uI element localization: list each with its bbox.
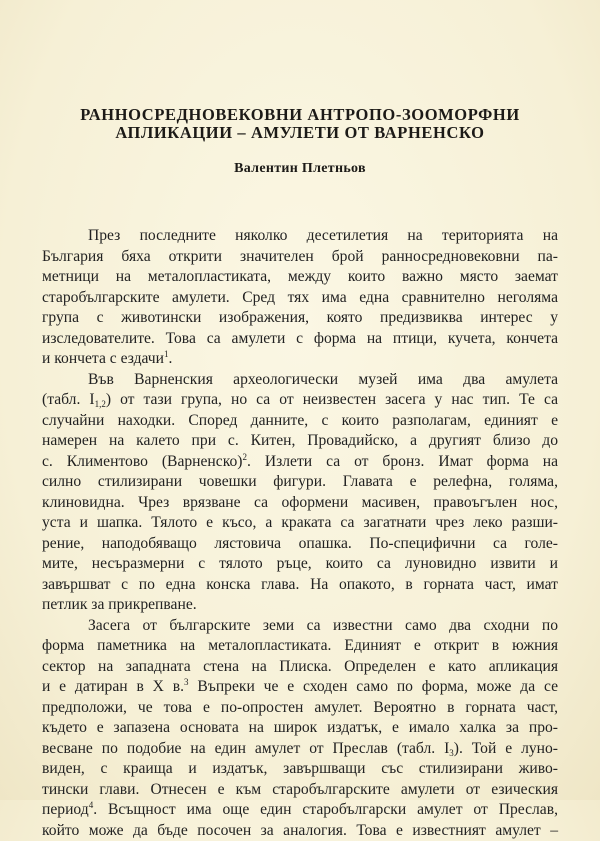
table-index-subscript: 1,2 (95, 399, 106, 409)
text-line-continuation: Въпреки че е сходен само по форма, може да се (189, 678, 559, 695)
text-line-continuation: ). Той е луно- (454, 740, 558, 757)
text-line-content: период (42, 801, 89, 818)
text-line-content: който може да бъде посочен за аналогия. Това е известният амулет – (42, 822, 558, 839)
footnote-marker[interactable]: 3 (184, 677, 189, 687)
text-line-content: с. Климентово (Варненско) (42, 453, 242, 470)
text-line (42, 411, 558, 432)
text-line (42, 288, 558, 309)
text-line (42, 452, 558, 473)
text-line (42, 718, 558, 739)
text-line-continuation: . (169, 350, 173, 367)
article-title (40, 106, 560, 142)
text-line (42, 390, 558, 411)
text-line-content: Засега от българските земи са известни само два сходни по (88, 617, 558, 634)
text-line (42, 575, 558, 596)
text-line-content: Във Варненския археологически музей има два амулета (88, 371, 558, 388)
table-index-subscript: 3 (449, 748, 454, 758)
text-line-content: уста и шапка. Тялото е късо, а краката са загатнати чрез леко разши- (42, 514, 558, 531)
article-body (42, 226, 558, 841)
text-line-content: виден, с краища и издатък, завършващи със стилизирани живо- (42, 760, 558, 777)
text-line (42, 780, 558, 801)
text-line (42, 329, 558, 350)
text-line (42, 472, 558, 493)
text-line-continuation: . Излети са от бронз. Имат форма на (247, 453, 558, 470)
text-line (42, 534, 558, 555)
text-line-content: тински глави. Отнесен е към старобългарските амулети от езическия (42, 781, 558, 798)
text-line (42, 739, 558, 760)
text-line-content: метници на металопластиката, между които важно място заемат (42, 268, 558, 285)
text-line (42, 308, 558, 329)
text-line-content: (табл. I (42, 391, 95, 408)
text-line (42, 247, 558, 268)
text-line-content: мите, несъразмерни с тялото ръце, които са луновидно извити и (42, 555, 558, 572)
text-line-content: сектор на западната стена на Плиска. Определен е като апликация (42, 658, 558, 675)
text-line (42, 616, 558, 637)
text-line-content: и е датиран в X в. (42, 678, 184, 695)
footnote-marker[interactable]: 2 (242, 452, 247, 462)
text-line (42, 513, 558, 534)
text-line-content: рение, наподобяващо лястовича опашка. По-специфични са голе- (42, 535, 558, 552)
text-line-content: завършват с по една конска глава. На опакото, в горната част, имат (42, 576, 558, 593)
text-line (42, 636, 558, 657)
text-line (42, 595, 558, 616)
text-line (42, 759, 558, 780)
text-line-continuation: ) от тази група, но са от неизвестен засега у нас тип. Те са (106, 391, 558, 408)
text-line-content: България бяха открити значителен брой ранносредновековни па- (42, 248, 558, 265)
author-name: Валентин Плетньов (40, 160, 560, 178)
text-line (42, 226, 558, 247)
text-line (42, 349, 558, 370)
text-line (42, 657, 558, 678)
footnote-marker[interactable]: 1 (164, 349, 169, 359)
text-line-continuation: . Всъщност има още един старобългарски амулет от Преслав, (93, 801, 558, 818)
text-line-content: случайни находки. Според данните, с които разполагам, единият е (42, 412, 558, 429)
text-line (42, 267, 558, 288)
text-line (42, 698, 558, 719)
text-line (42, 800, 558, 821)
footnote-marker[interactable]: 4 (89, 800, 94, 810)
title-line-2: АПЛИКАЦИИ – АМУЛЕТИ ОТ ВАРНЕНСКО (40, 124, 560, 142)
text-line-content: клиновидна. Чрез врязване са оформени масивен, правоъгълен нос, (42, 494, 558, 511)
text-line (42, 554, 558, 575)
text-line-content: намерен на калето при с. Китен, Провадийско, а другият близо до (42, 432, 558, 449)
text-line (42, 493, 558, 514)
text-line (42, 821, 558, 841)
text-line (42, 677, 558, 698)
text-line-content: изследователите. Това са амулети с форма на птици, кучета, кончета (42, 330, 558, 347)
text-line-content: предположи, че това е по-опростен амулет. Вероятно в горната част, (42, 699, 558, 716)
text-line (42, 431, 558, 452)
text-line-content: весване по подобие на един амулет от Преслав (табл. I (42, 740, 449, 757)
text-line-content: група с животински изображения, която предизвиква интерес у (42, 309, 558, 326)
text-line-content: старобългарските амулети. Сред тях има една сравнително неголяма (42, 289, 558, 306)
title-line-1: РАННОСРЕДНОВЕКОВНИ АНТРОПО-ЗООМОРФНИ (40, 106, 560, 124)
text-line-content: форма паметника на металопластиката. Единият е открит в южния (42, 637, 558, 654)
text-line-content: където е запазена основата на широк издатък, е имало халка за про- (42, 719, 558, 736)
text-line-content: петлик за прикрепване. (42, 596, 197, 613)
text-line (42, 370, 558, 391)
text-line-content: силно стилизирани човешки фигури. Главата е релефна, голяма, (42, 473, 558, 490)
text-line-content: и кончета с ездачи (42, 350, 164, 367)
text-line-content: През последните няколко десетилетия на територията на (88, 227, 558, 244)
